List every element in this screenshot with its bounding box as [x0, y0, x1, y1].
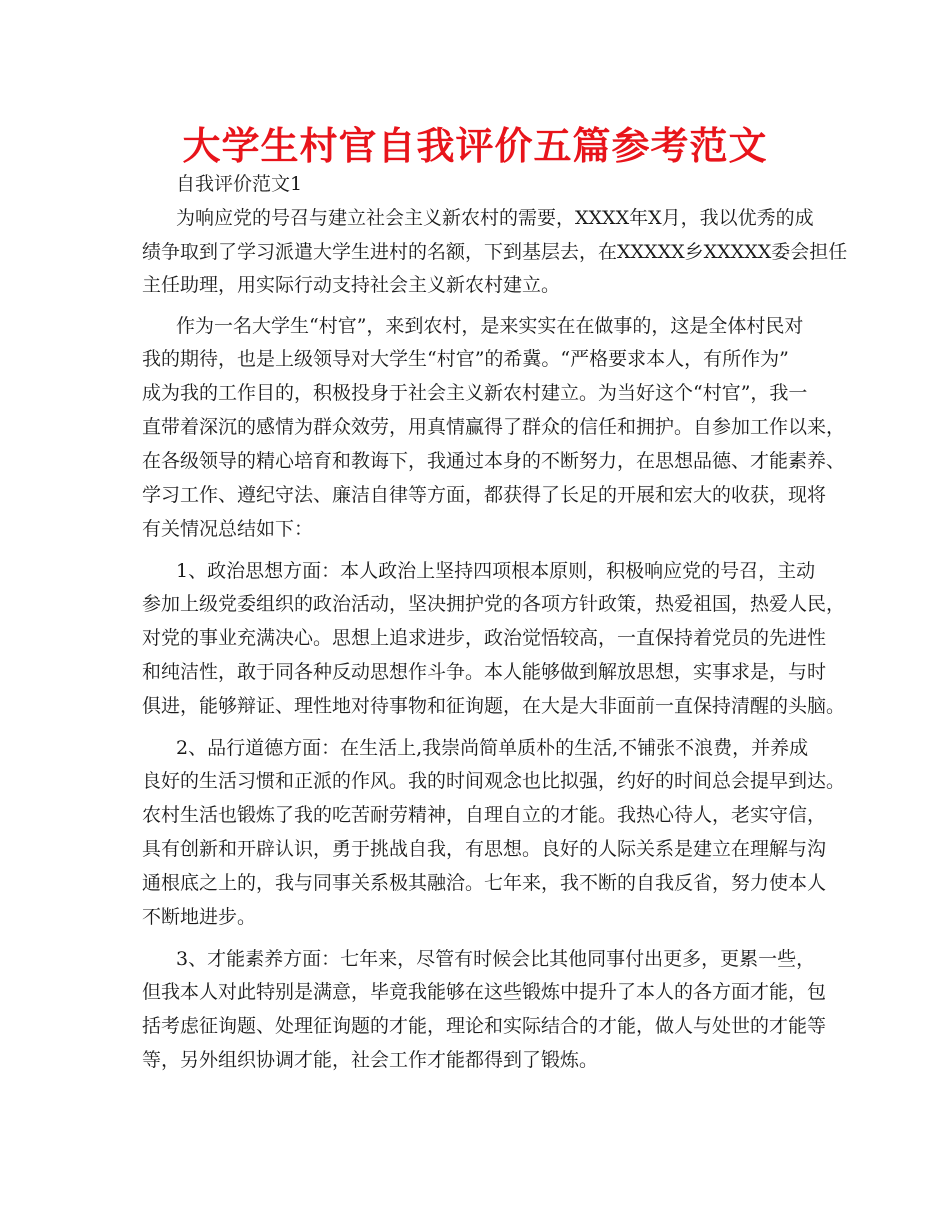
document-title: 大学生村官自我评价五篇参考范文	[182, 124, 768, 168]
paragraph-line: 对党的事业充满决心。思想上追求进步，政治觉悟较高，一直保持着党员的先进性	[142, 627, 827, 649]
paragraph-line: 1、政治思想方面：本人政治上坚持四项根本原则，积极响应党的号召，主动	[176, 560, 816, 582]
paragraph-line: 通根底之上的，我与同事关系极其融洽。七年来，我不断的自我反省，努力使本人	[142, 872, 827, 894]
paragraph-line: 作为一名大学生“村官”，来到农村，是来实实在在做事的，这是全体村民对	[176, 315, 804, 337]
paragraph-line: 俱进，能够辩证、理性地对待事物和征询题，在大是大非面前一直保持清醒的头脑。	[142, 695, 846, 717]
paragraph-line: 不断地进步。	[142, 906, 257, 928]
paragraph-line: 等，另外组织协调才能，社会工作才能都得到了锻炼。	[142, 1049, 599, 1071]
paragraph-line: 参加上级党委组织的政治活动，坚决拥护党的各项方针政策，热爱祖国，热爱人民，	[142, 593, 846, 615]
section-heading: 自我评价范文1	[176, 173, 303, 195]
paragraph-line: 直带着深沉的感情为群众效劳，用真情赢得了群众的信任和拥护。自参加工作以来，	[142, 416, 846, 438]
paragraph-line: 良好的生活习惯和正派的作风。我的时间观念也比拟强，约好的时间总会提早到达。	[142, 770, 846, 792]
paragraph-line: 绩争取到了学习派遣大学生进村的名额，下到基层去，在XXXXX乡XXXXX委会担任	[142, 241, 848, 263]
paragraph-line: 有关情况总结如下：	[142, 518, 314, 540]
paragraph-line: 具有创新和开辟认识，勇于挑战自我，有思想。良好的人际关系是建立在理解与沟	[142, 838, 827, 860]
paragraph-line: 和纯洁性，敢于同各种反动思想作斗争。本人能够做到解放思想，实事求是，与时	[142, 661, 827, 683]
paragraph-line: 在各级领导的精心培育和教诲下，我通过本身的不断努力，在思想品德、才能素养、	[142, 450, 846, 472]
paragraph-line: 农村生活也锻炼了我的吃苦耐劳精神，自理自立的才能。我热心待人，老实守信，	[142, 804, 827, 826]
paragraph-line: 成为我的工作目的，积极投身于社会主义新农村建立。为当好这个“村官”，我一	[142, 382, 808, 404]
paragraph-line: 括考虑征询题、处理征询题的才能，理论和实际结合的才能，做人与处世的才能等	[142, 1015, 827, 1037]
paragraph-line: 主任助理，用实际行动支持社会主义新农村建立。	[142, 274, 561, 296]
paragraph-line: 但我本人对此特别是满意，毕竟我能够在这些锻炼中提升了本人的各方面才能，包	[142, 981, 827, 1003]
paragraph-line: 我的期待，也是上级领导对大学生“村官”的希冀。“严格要求本人，有所作为”	[142, 348, 789, 370]
paragraph-line: 3、才能素养方面：七年来，尽管有时候会比其他同事付出更多，更累一些，	[176, 948, 816, 970]
paragraph-line: 2、品行道德方面：在生活上,我崇尚简单质朴的生活,不铺张不浪费，并养成	[176, 737, 809, 759]
paragraph-line: 学习工作、遵纪守法、廉洁自律等方面，都获得了长足的开展和宏大的收获，现将	[142, 484, 827, 506]
paragraph-line: 为响应党的号召与建立社会主义新农村的需要，XXXX年X月，我以优秀的成	[176, 207, 814, 229]
